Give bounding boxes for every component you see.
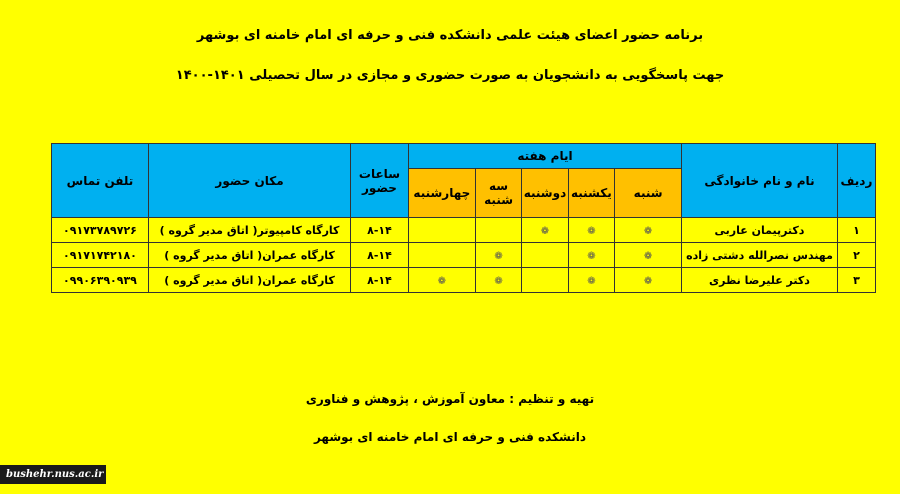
header-place: مکان حضور [148, 144, 350, 218]
prepared-by: تهیه و تنظیم : معاون آموزش ، پژوهش و فناوری [305, 392, 595, 406]
row-number: ۳ [837, 268, 875, 293]
header-hours: ساعات حضور [351, 144, 409, 218]
header-weekdays: ایام هفته [408, 144, 681, 169]
presence-mark-icon: ❁ [643, 275, 653, 287]
member-name: دکترپیمان عاربی [682, 218, 838, 243]
day-cell [615, 218, 682, 243]
presence-mark-icon: ❁ [437, 275, 447, 287]
header-day-tuesday: سه شنبه [475, 169, 521, 218]
header-phone: تلفن تماس [52, 144, 149, 218]
site-label: bushehr.nus.ac.ir [0, 465, 106, 484]
member-name: دکتر علیرضا نظری [682, 268, 838, 293]
day-cell [568, 218, 614, 243]
day-cell [408, 268, 475, 293]
table-row [52, 243, 876, 268]
schedule-table [51, 143, 876, 293]
presence-mark-icon: ❁ [540, 225, 550, 237]
hours-cell: ۸-۱۴ [351, 218, 409, 243]
place-cell: کارگاه کامپیوتر( اتاق مدیر گروه ) [148, 218, 350, 243]
header-day-monday: دوشنبه [522, 169, 568, 218]
day-cell [475, 218, 521, 243]
header-name: نام و نام خانوادگی [682, 144, 838, 218]
presence-mark-icon: ❁ [643, 225, 653, 237]
presence-mark-icon: ❁ [587, 225, 596, 237]
table-row [52, 268, 876, 293]
day-cell [408, 218, 475, 243]
day-cell [568, 243, 614, 268]
day-cell [615, 243, 682, 268]
day-cell [408, 243, 475, 268]
hours-cell: ۸-۱۴ [351, 243, 409, 268]
day-cell [522, 218, 568, 243]
presence-mark-icon: ❁ [587, 275, 596, 287]
institution-name: دانشکده فنی و حرفه ای امام خامنه ای بوشهر [313, 430, 587, 444]
phone-cell: ۰۹۱۷۳۷۸۹۷۲۶ [52, 218, 149, 243]
phone-cell: ۰۹۱۷۱۷۴۲۱۸۰ [52, 243, 149, 268]
header-row-no: ردیف [837, 144, 875, 218]
day-cell [475, 243, 521, 268]
phone-cell: ۰۹۹۰۶۳۹۰۹۳۹ [52, 268, 149, 293]
member-name: مهندس نصرالله دشتی زاده [682, 243, 838, 268]
day-cell [615, 268, 682, 293]
presence-mark-icon: ❁ [494, 250, 503, 262]
place-cell: کارگاه عمران( اتاق مدیر گروه ) [148, 243, 350, 268]
day-cell [568, 268, 614, 293]
day-cell [522, 243, 568, 268]
row-number: ۲ [837, 243, 875, 268]
header-day-sunday: یکشنبه [568, 169, 614, 218]
header-day-saturday: شنبه [615, 169, 682, 218]
hours-cell: ۸-۱۴ [351, 268, 409, 293]
presence-mark-icon: ❁ [643, 250, 653, 262]
table-row [52, 218, 876, 243]
place-cell: کارگاه عمران( اتاق مدیر گروه ) [148, 268, 350, 293]
presence-mark-icon: ❁ [587, 250, 596, 262]
header-day-wednesday: چهارشنبه [408, 169, 475, 218]
presence-mark-icon: ❁ [494, 275, 503, 287]
page-title: برنامه حضور اعضای هیئت علمی دانشکده فنی و حرفه ای امام خامنه ای بوشهر [196, 28, 704, 43]
page-subtitle: جهت پاسخگویی به دانشجویان به صورت حضوری و مجازی در سال تحصیلی ۱۴۰۱-۱۴۰۰ [175, 68, 725, 83]
row-number: ۱ [837, 218, 875, 243]
day-cell [475, 268, 521, 293]
day-cell [522, 268, 568, 293]
